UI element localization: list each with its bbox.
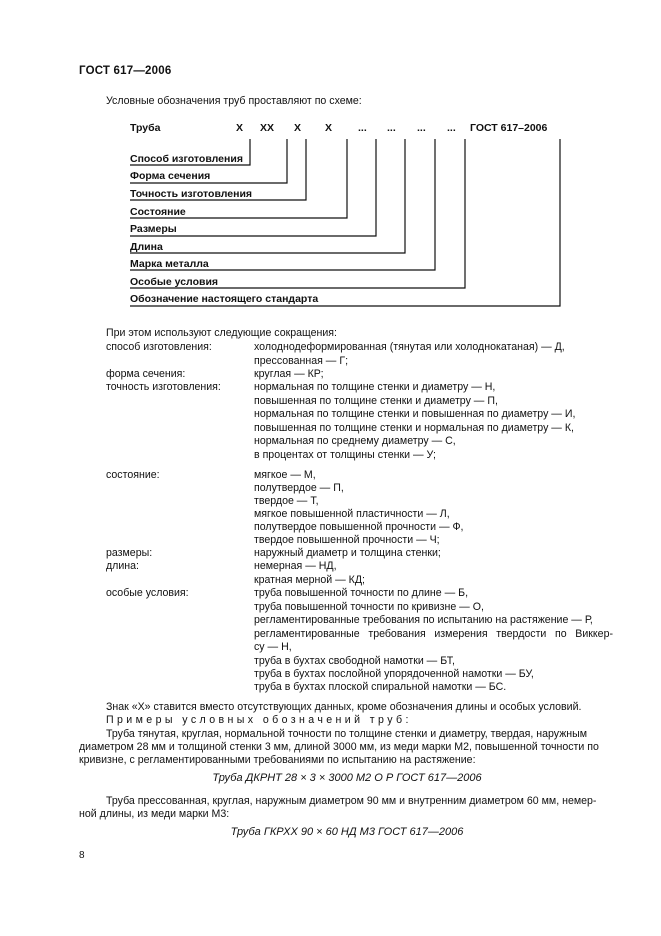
- scheme-placeholder-3: Х: [294, 122, 302, 134]
- example2-line: ной длины, из меди марки М3:: [79, 808, 230, 820]
- example1-line: Труба тянутая, круглая, нормальной точности по толщине стенки и диаметру, твердая, наружным: [106, 728, 588, 740]
- abbreviations-intro: При этом используют следующие сокращения:: [106, 327, 337, 339]
- scheme-label-length: Длина: [130, 241, 163, 253]
- designation-scheme: [0, 0, 661, 330]
- scheme-label-grade: Марка металла: [130, 258, 209, 270]
- category-accuracy: точность изготовления:: [106, 381, 221, 393]
- option-line: нормальная по толщине стенки и диаметру — Н,: [254, 381, 496, 393]
- option-line: труба в бухтах плоской спиральной намотки — БС.: [254, 681, 507, 693]
- option-line: полутвердое повышенной прочности — Ф,: [254, 521, 464, 533]
- standard-header: ГОСТ 617—2006: [79, 65, 172, 77]
- scheme-label-shape: Форма сечения: [130, 170, 211, 182]
- option-line: нормальная по среднему диаметру — С,: [254, 435, 456, 447]
- option-line: кратная мерной — КД;: [254, 574, 365, 586]
- option-line: труба повышенной точности по кривизне — О,: [254, 601, 484, 613]
- scheme-placeholder-6: ...: [387, 122, 396, 134]
- example2-line: Труба прессованная, круглая, наружным диаметром 90 мм и внутренним диаметром 60 мм, немер-: [106, 795, 597, 807]
- option-line: регламентированные требования измерения твердости по Виккер-: [254, 628, 613, 640]
- option-line: твердое — Т,: [254, 495, 319, 507]
- page-number: 8: [79, 850, 85, 861]
- scheme-placeholder-7: ...: [417, 122, 426, 134]
- scheme-label-accuracy: Точность изготовления: [130, 188, 253, 200]
- option-line: наружный диаметр и толщина стенки;: [254, 547, 441, 559]
- option-line: холоднодеформированная (тянутая или холоднокатаная) — Д,: [254, 341, 565, 353]
- option-line: повышенная по толщине стенки и нормальная по диаметру — К,: [254, 422, 574, 434]
- scheme-placeholder-8: ...: [447, 122, 456, 134]
- scheme-label-dimensions: Размеры: [130, 223, 177, 235]
- category-method: способ изготовления:: [106, 341, 212, 353]
- option-line: труба в бухтах послойной упорядоченной намотки — БУ,: [254, 668, 534, 680]
- category-dimensions: размеры:: [106, 547, 153, 559]
- scheme-label-special: Особые условия: [130, 276, 219, 288]
- option-line: су — Н,: [254, 641, 292, 653]
- option-line: труба повышенной точности по длине — Б,: [254, 587, 469, 599]
- note-text: Знак «Х» ставится вместо отсутствующих данных, кроме обозначения длины и особых условий.: [106, 701, 582, 713]
- option-line: повышенная по толщине стенки и диаметру — П,: [254, 395, 498, 407]
- category-special: особые условия:: [106, 587, 189, 599]
- option-line: нормальная по толщине стенки и повышенная по диаметру — И,: [254, 408, 576, 420]
- option-line: регламентированные требования по испытанию на растяжение — Р,: [254, 614, 593, 626]
- example2-designation: Труба ГКРХХ 90 × 60 НД М3 ГОСТ 617—2006: [230, 826, 464, 838]
- example1-line: диаметром 28 мм и толщиной стенки 3 мм, длиной 3000 мм, из меди марки М2, повышенной точности по: [79, 741, 599, 753]
- option-line: труба в бухтах свободной намотки — БТ,: [254, 655, 455, 667]
- scheme-head: Труба: [130, 122, 161, 134]
- scheme-placeholder-5: ...: [358, 122, 367, 134]
- option-line: круглая — КР;: [254, 368, 324, 380]
- scheme-standard: ГОСТ 617–2006: [470, 122, 548, 134]
- scheme-label-method: Способ изготовления: [130, 153, 243, 165]
- category-condition: состояние:: [106, 469, 160, 481]
- example1-designation: Труба ДКРНТ 28 × 3 × 3000 М2 О Р ГОСТ 617—2006: [212, 772, 482, 784]
- scheme-label-standard: Обозначение настоящего стандарта: [130, 293, 319, 305]
- intro-text: Условные обозначения труб проставляют по схеме:: [106, 95, 362, 107]
- scheme-placeholder-1: Х: [236, 122, 244, 134]
- example1-line: кривизне, с регламентированными требованиями по испытанию на растяжение:: [79, 754, 476, 766]
- option-line: немерная — НД,: [254, 560, 337, 572]
- option-line: полутвердое — П,: [254, 482, 344, 494]
- option-line: мягкое повышенной пластичности — Л,: [254, 508, 450, 520]
- scheme-placeholder-4: Х: [325, 122, 333, 134]
- option-line: мягкое — М,: [254, 469, 316, 481]
- examples-heading: Примеры условных обозначений труб:: [106, 714, 412, 726]
- category-length: длина:: [106, 560, 139, 572]
- option-line: твердое повышенной прочности — Ч;: [254, 534, 440, 546]
- scheme-placeholder-2: ХХ: [260, 122, 275, 134]
- option-line: в процентах от толщины стенки — У;: [254, 449, 436, 461]
- scheme-lines: [0, 0, 661, 330]
- category-shape: форма сечения:: [106, 368, 186, 380]
- scheme-label-condition: Состояние: [130, 206, 186, 218]
- option-line: прессованная — Г;: [254, 355, 349, 367]
